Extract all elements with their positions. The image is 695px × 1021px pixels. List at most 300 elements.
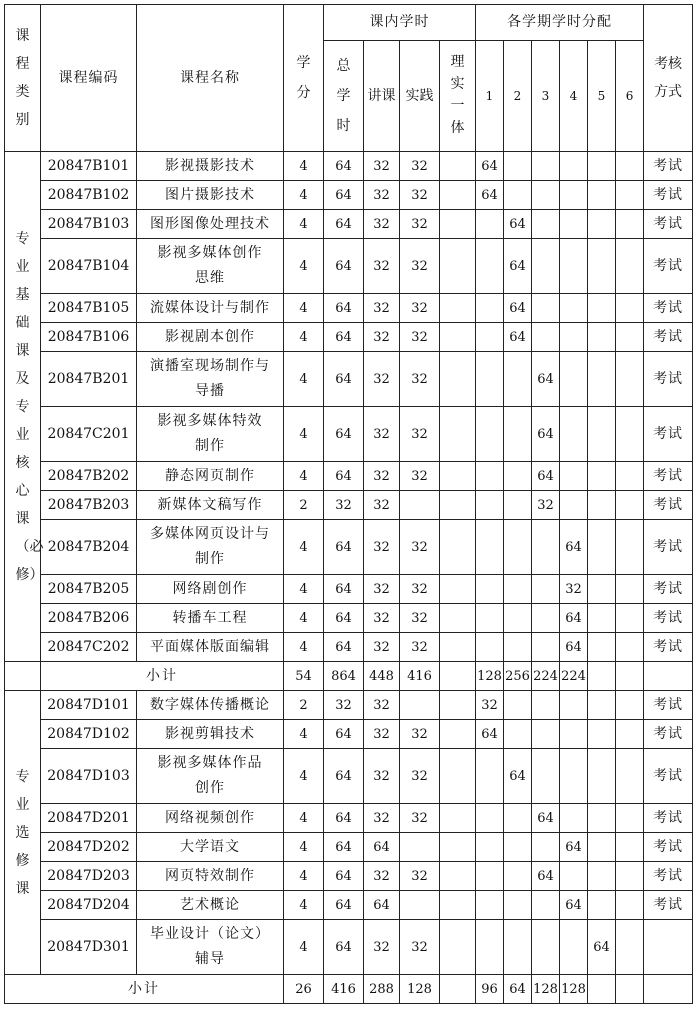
semester-4-cell [560,491,588,520]
course-name-line: 演播室现场制作与 [150,358,270,374]
semester-1-cell [476,462,504,491]
semester-2-cell [504,181,532,210]
semester-1-cell [476,491,504,520]
assessment-cell: 考试 [644,862,693,891]
semester-3-cell [532,891,560,920]
semester-1-cell [476,804,504,833]
practice-hours-cell: 32 [400,575,440,604]
total-hours-cell: 64 [324,323,364,352]
integrated-hours-cell [440,239,476,294]
total-hours-cell: 32 [324,691,364,720]
course-name-line: 影视剧本创作 [165,328,255,345]
assessment-cell: 考试 [644,352,693,407]
header-code: 课程编码 [41,5,137,152]
semester-3-cell [532,749,560,804]
semester-5-cell [588,520,616,575]
total-hours-cell: 64 [324,749,364,804]
header-semester-group: 各学期学时分配 [476,5,644,41]
integrated-hours-cell [440,691,476,720]
integrated-hours-cell [440,323,476,352]
semester-2-cell [504,462,532,491]
assessment-cell: 考试 [644,804,693,833]
practice-hours-cell: 32 [400,152,440,181]
lecture-hours-cell: 32 [364,352,400,407]
semester-6-cell [616,604,644,633]
semester-6-cell [616,407,644,462]
header-semester-4: 4 [560,41,588,152]
practice-hours-cell: 32 [400,181,440,210]
semester-4-cell: 64 [560,633,588,662]
semester-2-cell [504,352,532,407]
semester-2-cell: 64 [504,323,532,352]
header-integrated: 理实一体 [440,41,476,152]
semester-3-cell [532,152,560,181]
semester-1-cell [476,294,504,323]
course-name [137,691,284,720]
semester-5-cell [588,633,616,662]
subtotal-semester-4: 224 [560,662,588,691]
subtotal-semester-4: 128 [560,975,588,1004]
subtotal-semester-6 [616,975,644,1004]
subtotal-semester-2: 256 [504,662,532,691]
semester-1-cell [476,520,504,575]
semester-1-cell [476,633,504,662]
subtotal-label: 小计 [5,975,284,1004]
table-row [5,491,693,520]
total-hours-cell: 64 [324,407,364,462]
course-name [137,352,284,407]
semester-4-cell: 64 [560,833,588,862]
lecture-hours-cell: 32 [364,294,400,323]
semester-2-cell: 64 [504,210,532,239]
credits-cell: 4 [284,407,324,462]
course-name [137,491,284,520]
practice-hours-cell: 32 [400,862,440,891]
table-row [5,804,693,833]
semester-1-cell: 64 [476,720,504,749]
table-row [5,294,693,323]
practice-hours-cell: 32 [400,604,440,633]
practice-hours-cell: 32 [400,323,440,352]
semester-3-cell [532,633,560,662]
semester-3-cell: 64 [532,407,560,462]
credits-cell: 2 [284,491,324,520]
semester-6-cell [616,633,644,662]
semester-6-cell [616,920,644,975]
semester-4-cell [560,323,588,352]
semester-2-cell [504,804,532,833]
semester-1-cell [476,407,504,462]
subtotal-semester-5 [588,975,616,1004]
course-code: 20847D201 [41,804,137,833]
course-name-line: 流媒体设计与制作 [150,299,270,316]
semester-4-cell [560,407,588,462]
header-assessment: 考核方式 [644,5,693,152]
table-row [5,749,693,804]
integrated-hours-cell [440,294,476,323]
header-semester-2: 2 [504,41,532,152]
subtotal-semester-1: 128 [476,662,504,691]
credits-cell: 4 [284,152,324,181]
header-name: 课程名称 [137,5,284,152]
semester-1-cell [476,749,504,804]
practice-hours-cell: 32 [400,239,440,294]
semester-5-cell [588,891,616,920]
course-name [137,407,284,462]
credits-cell: 4 [284,720,324,749]
semester-3-cell: 64 [532,462,560,491]
course-name-line: 影视摄影技术 [165,157,255,174]
semester-4-cell: 32 [560,575,588,604]
course-code: 20847B203 [41,491,137,520]
credits-cell: 4 [284,239,324,294]
total-hours-cell: 64 [324,181,364,210]
course-name [137,891,284,920]
semester-3-cell [532,239,560,294]
semester-3-cell: 32 [532,491,560,520]
semester-3-cell: 64 [532,862,560,891]
semester-3-cell [532,691,560,720]
practice-hours-cell: 32 [400,294,440,323]
semester-4-cell [560,749,588,804]
semester-2-cell [504,575,532,604]
semester-4-cell [560,862,588,891]
total-hours-cell: 64 [324,520,364,575]
lecture-hours-cell: 32 [364,462,400,491]
total-hours-cell: 64 [324,633,364,662]
course-name-line: 大学语文 [180,838,240,855]
semester-1-cell [476,891,504,920]
course-name-line: 艺术概论 [180,896,240,913]
subtotal-assessment [644,662,693,691]
assessment-cell: 考试 [644,462,693,491]
practice-hours-cell: 32 [400,720,440,749]
semester-5-cell [588,152,616,181]
header-semester-3: 3 [532,41,560,152]
semester-1-cell [476,862,504,891]
lecture-hours-cell: 32 [364,181,400,210]
assessment-cell: 考试 [644,323,693,352]
course-code: 20847D202 [41,833,137,862]
practice-hours-cell [400,691,440,720]
integrated-hours-cell [440,862,476,891]
credits-cell: 4 [284,575,324,604]
semester-2-cell [504,520,532,575]
semester-3-cell [532,833,560,862]
total-hours-cell: 64 [324,833,364,862]
table-row [5,239,693,294]
header-semester-5: 5 [588,41,616,152]
header-hours-group: 课内学时 [324,5,476,41]
course-name-line: 影视多媒体作品 [157,755,263,771]
lecture-hours-cell: 32 [364,720,400,749]
course-name-line: 影视多媒体特效 [157,413,263,429]
course-name-line: 影视多媒体创作 [157,245,263,261]
course-name-line: 图形图像处理技术 [150,215,270,232]
semester-5-cell [588,720,616,749]
assessment-cell: 考试 [644,407,693,462]
semester-2-cell [504,407,532,462]
semester-4-cell [560,181,588,210]
semester-3-cell [532,920,560,975]
lecture-hours-cell: 32 [364,575,400,604]
course-code: 20847D102 [41,720,137,749]
semester-1-cell [476,210,504,239]
semester-3-cell [532,720,560,749]
practice-hours-cell: 32 [400,633,440,662]
semester-2-cell: 64 [504,239,532,294]
semester-5-cell [588,210,616,239]
credits-cell: 4 [284,294,324,323]
credits-cell: 4 [284,181,324,210]
credits-cell: 4 [284,862,324,891]
credits-cell: 4 [284,604,324,633]
semester-4-cell [560,239,588,294]
integrated-hours-cell [440,152,476,181]
total-hours-cell: 64 [324,152,364,181]
subtotal-lecture: 288 [364,975,400,1004]
practice-hours-cell [400,833,440,862]
semester-3-cell: 64 [532,352,560,407]
semester-3-cell [532,210,560,239]
semester-5-cell [588,294,616,323]
total-hours-cell: 64 [324,210,364,239]
course-code: 20847B102 [41,181,137,210]
subtotal-lecture: 448 [364,662,400,691]
semester-2-cell [504,491,532,520]
practice-hours-cell: 32 [400,407,440,462]
course-name [137,152,284,181]
table-row [5,520,693,575]
course-name-line: 创作 [195,780,225,796]
semester-5-cell [588,862,616,891]
semester-6-cell [616,691,644,720]
semester-5-cell [588,604,616,633]
semester-5-cell [588,323,616,352]
semester-3-cell [532,294,560,323]
course-name-line: 网页特效制作 [165,867,255,884]
course-code: 20847B202 [41,462,137,491]
table-row [5,920,693,975]
course-name [137,862,284,891]
semester-5-cell [588,462,616,491]
integrated-hours-cell [440,720,476,749]
integrated-hours-cell [440,891,476,920]
practice-hours-cell: 32 [400,804,440,833]
curriculum-table [4,4,693,1004]
table-row [5,862,693,891]
semester-4-cell [560,462,588,491]
header-semester-1: 1 [476,41,504,152]
header-lecture: 讲课 [364,41,400,152]
semester-3-cell [532,323,560,352]
semester-4-cell [560,152,588,181]
semester-5-cell [588,804,616,833]
semester-2-cell [504,720,532,749]
semester-6-cell [616,720,644,749]
semester-6-cell [616,804,644,833]
semester-2-cell [504,604,532,633]
table-row [5,604,693,633]
assessment-cell: 考试 [644,152,693,181]
table-row [5,462,693,491]
semester-4-cell: 64 [560,891,588,920]
practice-hours-cell: 32 [400,210,440,239]
lecture-hours-cell: 64 [364,891,400,920]
semester-6-cell [616,833,644,862]
assessment-cell: 考试 [644,520,693,575]
table-row [5,833,693,862]
credits-cell: 4 [284,462,324,491]
assessment-cell: 考试 [644,181,693,210]
semester-5-cell [588,181,616,210]
table-row [5,891,693,920]
subtotal-total: 864 [324,662,364,691]
table-row [5,152,693,181]
semester-6-cell [616,152,644,181]
practice-hours-cell: 32 [400,920,440,975]
semester-1-cell [476,920,504,975]
course-name-line: 网络剧创作 [172,580,248,597]
credits-cell: 4 [284,633,324,662]
semester-3-cell [532,520,560,575]
semester-2-cell: 64 [504,294,532,323]
semester-6-cell [616,323,644,352]
semester-2-cell [504,891,532,920]
credits-cell: 4 [284,323,324,352]
total-hours-cell: 64 [324,462,364,491]
course-name-line: 静态网页制作 [165,467,255,484]
subtotal-row [5,975,693,1004]
lecture-hours-cell: 32 [364,691,400,720]
semester-3-cell [532,181,560,210]
semester-6-cell [616,575,644,604]
course-name-line: 导播 [195,383,225,399]
course-code: 20847C202 [41,633,137,662]
course-code: 20847B106 [41,323,137,352]
header-practice: 实践 [400,41,440,152]
course-name-line: 图片摄影技术 [165,186,255,203]
semester-4-cell: 64 [560,520,588,575]
practice-hours-cell: 32 [400,462,440,491]
subtotal-total: 416 [324,975,364,1004]
course-name [137,210,284,239]
semester-6-cell [616,520,644,575]
semester-2-cell [504,920,532,975]
total-hours-cell: 64 [324,294,364,323]
semester-1-cell [476,604,504,633]
credits-cell: 4 [284,749,324,804]
semester-2-cell [504,633,532,662]
subtotal-semester-5 [588,662,616,691]
header-semester-6: 6 [616,41,644,152]
integrated-hours-cell [440,407,476,462]
course-name [137,749,284,804]
integrated-hours-cell [440,462,476,491]
semester-1-cell [476,575,504,604]
practice-hours-cell: 32 [400,352,440,407]
credits-cell: 4 [284,804,324,833]
header-row-1 [5,5,693,41]
lecture-hours-cell: 32 [364,210,400,239]
course-name-line: 网络视频创作 [165,809,255,826]
lecture-hours-cell: 32 [364,323,400,352]
total-hours-cell: 64 [324,352,364,407]
assessment-cell: 考试 [644,604,693,633]
course-code: 20847D204 [41,891,137,920]
total-hours-cell: 64 [324,575,364,604]
total-hours-cell: 64 [324,239,364,294]
integrated-hours-cell [440,604,476,633]
table-row [5,323,693,352]
assessment-cell: 考试 [644,691,693,720]
course-name [137,181,284,210]
integrated-hours-cell [440,575,476,604]
subtotal-semester-3: 128 [532,975,560,1004]
semester-4-cell [560,352,588,407]
credits-cell: 2 [284,691,324,720]
integrated-hours-cell [440,833,476,862]
semester-6-cell [616,210,644,239]
semester-5-cell [588,352,616,407]
table-row [5,210,693,239]
semester-4-cell [560,210,588,239]
lecture-hours-cell: 32 [364,920,400,975]
course-code: 20847D203 [41,862,137,891]
course-name-line: 制作 [195,438,225,454]
total-hours-cell: 32 [324,491,364,520]
integrated-hours-cell [440,520,476,575]
course-name [137,520,284,575]
course-name [137,720,284,749]
course-code: 20847B206 [41,604,137,633]
semester-4-cell [560,720,588,749]
course-name [137,294,284,323]
course-name [137,575,284,604]
practice-hours-cell: 32 [400,749,440,804]
table-row [5,352,693,407]
integrated-hours-cell [440,804,476,833]
total-hours-cell: 64 [324,604,364,633]
header-total: 总学时 [324,41,364,152]
semester-1-cell: 32 [476,691,504,720]
lecture-hours-cell: 32 [364,749,400,804]
assessment-cell: 考试 [644,633,693,662]
lecture-hours-cell: 64 [364,833,400,862]
course-name-line: 转播车工程 [172,609,248,626]
integrated-hours-cell [440,633,476,662]
semester-6-cell [616,181,644,210]
course-code: 20847B201 [41,352,137,407]
total-hours-cell: 64 [324,720,364,749]
course-name [137,633,284,662]
integrated-hours-cell [440,920,476,975]
practice-hours-cell: 32 [400,520,440,575]
semester-6-cell [616,462,644,491]
practice-hours-cell [400,891,440,920]
assessment-cell: 考试 [644,720,693,749]
lecture-hours-cell: 32 [364,152,400,181]
integrated-hours-cell [440,352,476,407]
lecture-hours-cell: 32 [364,520,400,575]
course-code: 20847B105 [41,294,137,323]
semester-5-cell [588,407,616,462]
course-code: 20847D101 [41,691,137,720]
subtotal-assessment [644,975,693,1004]
lecture-hours-cell: 32 [364,604,400,633]
lecture-hours-cell: 32 [364,407,400,462]
subtotal-semester-1: 96 [476,975,504,1004]
